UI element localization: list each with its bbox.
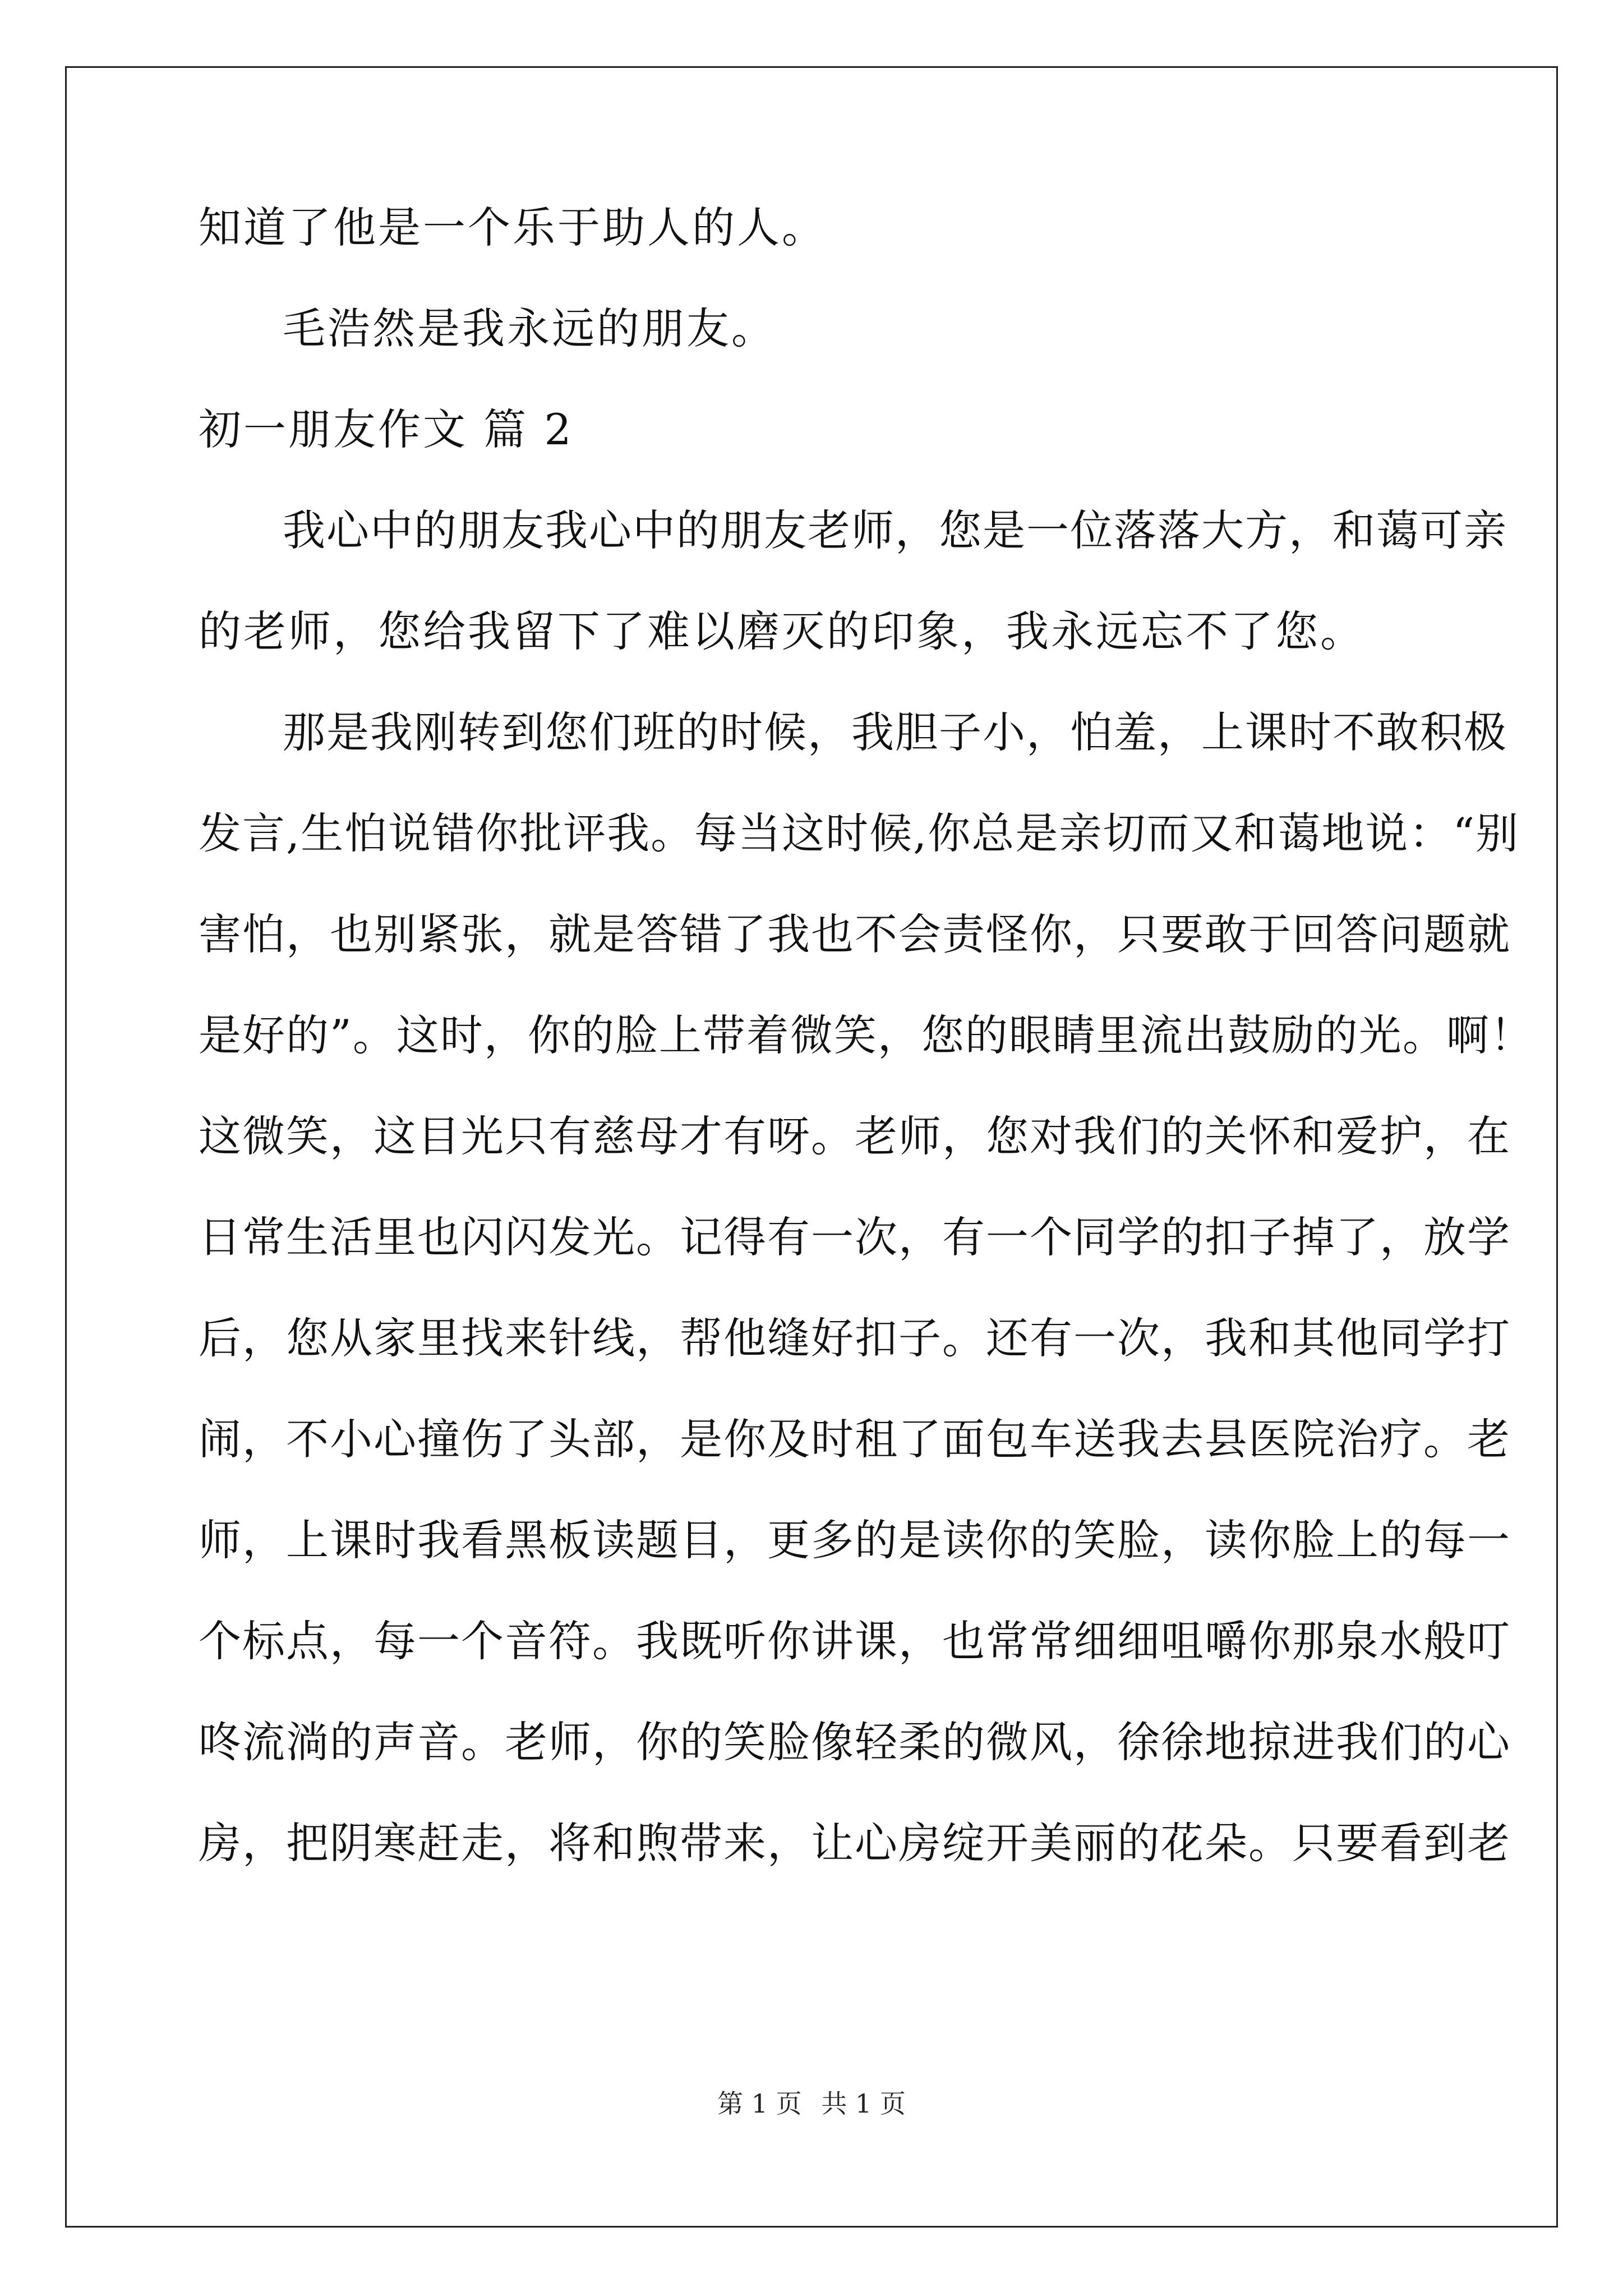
text-line-4: 我心中的朋友我心中的朋友老师，您是一位落落大方，和蔼可亲 (283, 505, 1507, 555)
text-line-2: 毛浩然是我永远的朋友。 (283, 303, 776, 353)
text-line-15: 个标点，每一个音符。我既听你讲课，也常常细细咀嚼你那泉水般叮 (199, 1616, 1511, 1666)
text-line-7: 发言,生怕说错你批评我。每当这时候,你总是亲切而又和蔼地说：“别 (199, 808, 1520, 858)
text-line-9: 是好的”。这时，你的脸上带着微笑，您的眼睛里流出鼓励的光。啊！ (199, 1010, 1534, 1060)
text-line-17: 房，把阴寒赶走，将和煦带来，让心房绽开美丽的花朵。只要看到老 (199, 1818, 1511, 1868)
section-heading: 初一朋友作文 篇 2 (199, 404, 574, 454)
text-line-16: 咚流淌的声音。老师，你的笑脸像轻柔的微风，徐徐地掠进我们的心 (199, 1717, 1511, 1767)
page-total: 共 1 页 (821, 2088, 906, 2119)
text-line-6: 那是我刚转到您们班的时候，我胆子小，怕羞，上课时不敢积极 (283, 707, 1507, 757)
text-line-12: 后，您从家里找来针线，帮他缝好扣子。还有一次，我和其他同学打 (199, 1313, 1511, 1363)
text-line-8: 害怕，也别紧张，就是答错了我也不会责怪你，只要敢于回答问题就 (199, 909, 1511, 959)
text-line-5: 的老师，您给我留下了难以磨灭的印象，我永远忘不了您。 (199, 606, 1365, 656)
text-line-13: 闹，不小心撞伤了头部，是你及时租了面包车送我去县医院治疗。老 (199, 1414, 1511, 1464)
text-line-11: 日常生活里也闪闪发光。记得有一次，有一个同学的扣子掉了，放学 (199, 1212, 1511, 1262)
page-number: 第 1 页 (717, 2088, 802, 2119)
page-footer (0, 2087, 1623, 2120)
text-line-14: 师，上课时我看黑板读题目，更多的是读你的笑脸，读你脸上的每一 (199, 1515, 1511, 1565)
text-line-1: 知道了他是一个乐于助人的人。 (199, 203, 827, 252)
text-line-10: 这微笑，这目光只有慈母才有呀。老师，您对我们的关怀和爱护，在 (199, 1111, 1511, 1161)
